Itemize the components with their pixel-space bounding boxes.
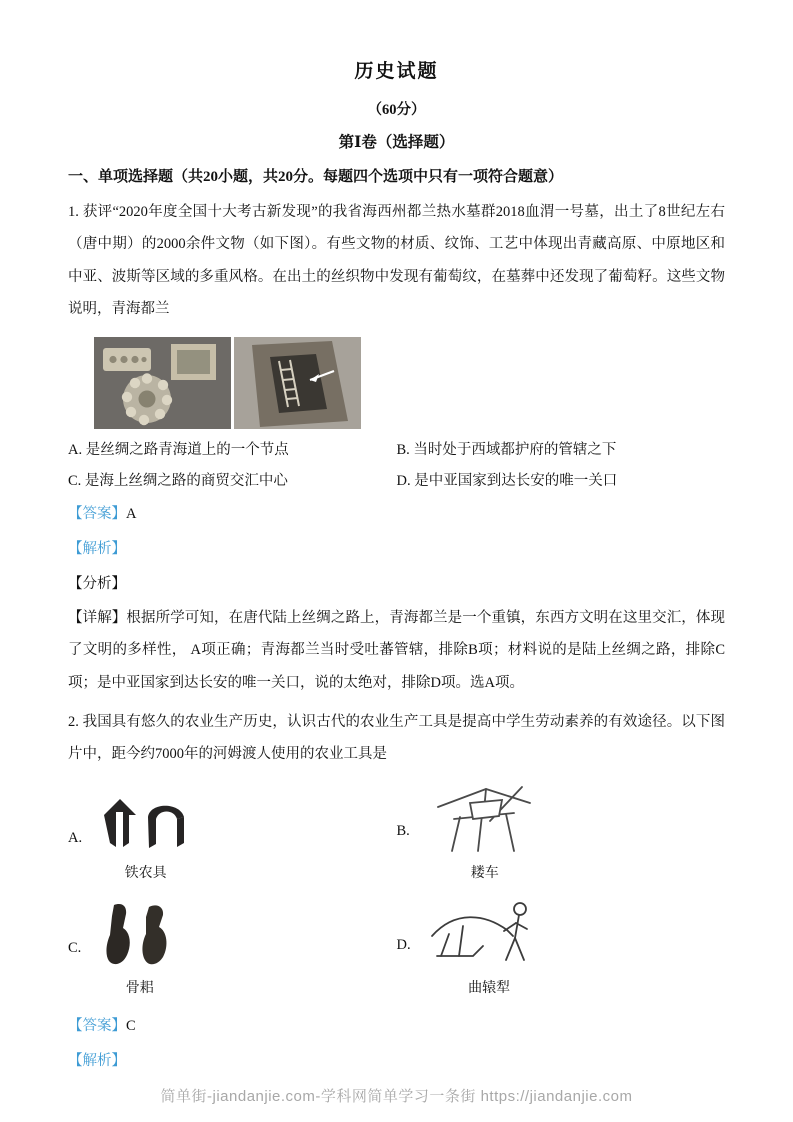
volume-heading: 第Ⅰ卷（选择题） (338, 134, 455, 151)
q1-answer-value: A (126, 506, 137, 523)
q1-fenxi-line (68, 567, 725, 602)
q2-option-d (397, 894, 726, 997)
q2-analysis-label: 【解析】 (68, 1052, 126, 1069)
doc-title: 历史试题 (354, 61, 439, 82)
q1-fenxi-label: 【分析】 (68, 575, 126, 592)
q2-answer-line (68, 1009, 725, 1044)
q2-analysis-line (68, 1044, 725, 1079)
q1-option-a: A. 是丝绸之路青海道上的一个节点 (68, 442, 289, 458)
q2-option-c (68, 900, 397, 997)
question-2 (68, 706, 725, 1079)
footer-watermark: 简单街-jiandanjie.com-学科网简单学习一条街 https://jiandanjie.com (160, 1088, 633, 1105)
q2-option-d-label: D. (396, 936, 411, 953)
question-1-options (68, 435, 725, 497)
q2-answer-label: 【答案】 (68, 1017, 126, 1034)
q2-option-b (397, 781, 726, 882)
curved-plow-image (427, 894, 552, 970)
bone-spade-image (97, 900, 182, 970)
excavation-photo (234, 337, 361, 429)
q1-analysis-label: 【解析】 (68, 541, 126, 558)
q2-answer-value: C (126, 1017, 136, 1034)
q2-option-d-caption: 曲辕犁 (468, 980, 511, 996)
section-heading: 一、单项选择题（共20小题，共20分。每题四个选项中只有一项符合题意） (68, 169, 564, 185)
q2-option-c-figure (97, 900, 182, 997)
q2-option-d-figure (427, 894, 552, 997)
q2-option-a (68, 795, 397, 882)
q2-option-a-caption: 铁农具 (124, 865, 167, 881)
q1-answer-line (68, 497, 725, 532)
question-2-stem: 2. 我国具有悠久的农业生产历史，认识古代的农业生产工具是提高中学生劳动素养的有效途径。以下图片中，距今约7000年的河姆渡人使用的农业工具是 (68, 713, 725, 763)
q2-option-a-figure (98, 795, 193, 882)
question-1-detail: 【详解】根据所学可知，在唐代陆上丝绸之路上，青海都兰是一个重镇，东西方文明在这里交汇，体现了文明的多样性， A项正确；青海都兰当时受吐蕃管辖，排除B项；材料说的是陆上丝绸之路，排除C项；是中亚国家到达长安的唯一关口，说的太绝对，排除D项。选A项。 (68, 609, 725, 691)
q2-option-a-label: A. (68, 829, 83, 846)
question-1-figure (94, 337, 725, 429)
q2-option-c-caption: 骨耜 (125, 980, 154, 996)
q1-option-c: C. 是海上丝绸之路的商贸交汇中心 (68, 473, 288, 490)
q2-answers (68, 1009, 725, 1079)
q2-option-b-figure (426, 781, 544, 882)
q1-option-d: D. 是中亚国家到达长安的唯一关口 (396, 473, 618, 490)
q1-answer-label: 【答案】 (68, 506, 126, 523)
question-1-stem: 1. 获评“2020年度全国十大考古新发现”的我省海西州都兰热水墓群2018血渭一号墓，出土了8世纪左右（唐中期）的2000余件文物（如下图）。有些文物的材质、纹饰、工艺中体现出青藏高原、中原地区和中亚、波斯等区域的多重风格。在出土的丝织物中发现有葡萄纹，在墓葬中还发现了葡萄籽。这些文物说明，青海都兰 (68, 203, 725, 318)
q2-option-c-label: C. (68, 939, 82, 956)
iron-tools-image (98, 795, 193, 855)
q1-analysis-line (68, 532, 725, 567)
q2-option-b-label: B. (396, 822, 410, 839)
q2-option-b-caption: 耧车 (470, 865, 499, 881)
doc-score: （60分） (367, 102, 426, 118)
artifacts-photo (94, 337, 231, 429)
q1-option-b: B. 当时处于西域都护府的管辖之下 (396, 442, 617, 458)
seed-drill-image (426, 781, 544, 855)
question-2-options (68, 781, 725, 997)
